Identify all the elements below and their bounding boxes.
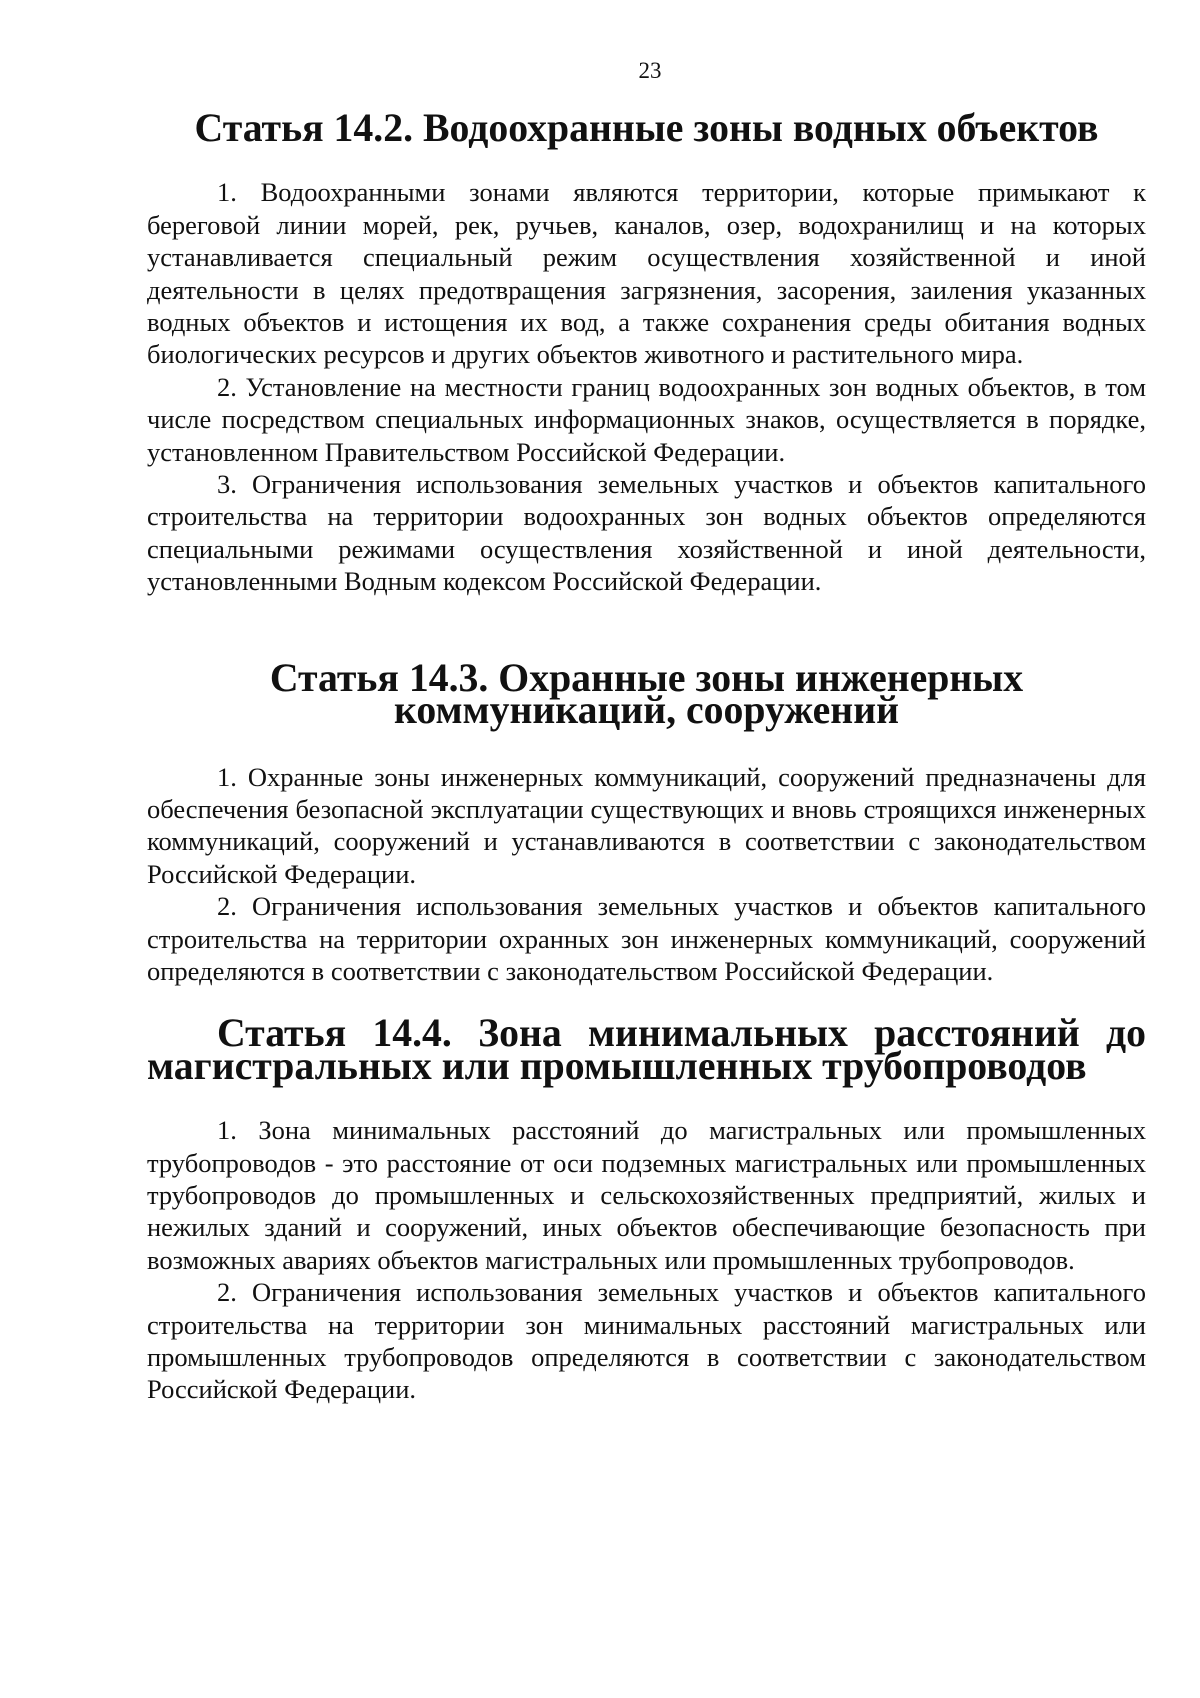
article-paragraph: 3. Ограничения использования земельных участков и объектов капитального строительства на территории водоохранных зон водных объектов определяются специальными режимами осуществления хозяйственной и иной деятельности, установленными Водным кодексом Российской Федерации. bbox=[147, 469, 1146, 597]
article-title: Статья 14.3. Охранные зоны инженерных коммуникаций, сооружений bbox=[269, 655, 1024, 733]
article-14-4 bbox=[147, 1011, 1146, 1405]
article-paragraph: 1. Охранные зоны инженерных коммуникаций, сооружений предназначены для обеспечения безопасной эксплуатации существующих и вновь строящихся инженерных коммуникаций, сооружений и устанавливаются в соответствии с законодательством Российской Федерации. bbox=[147, 761, 1146, 889]
document-body bbox=[147, 106, 1146, 1406]
page-number: 23 bbox=[638, 58, 662, 83]
article-14-3 bbox=[147, 655, 1146, 988]
article-paragraph: 2. Ограничения использования земельных участков и объектов капитального строительства на территории охранных зон инженерных коммуникаций, сооружений определяются в соответствии с законодательством Российской Федерации. bbox=[147, 891, 1146, 986]
article-title: Статья 14.2. Водоохранные зоны водных объектов bbox=[194, 106, 1099, 150]
article-paragraph: 2. Ограничения использования земельных участков и объектов капитального строительства на территории зон минимальных расстояний магистральных или промышленных трубопроводов определяются в соответствии с законодательством Российской Федерации. bbox=[147, 1277, 1146, 1405]
article-14-2 bbox=[147, 106, 1146, 598]
article-title: Статья 14.4. Зона минимальных расстояний до магистральных или промышленных трубопроводов bbox=[147, 1011, 1146, 1088]
article-paragraph: 2. Установление на местности границ водоохранных зон водных объектов, в том числе посредством специальных информационных знаков, осуществляется в порядке, установленном Правительством Российской Федерации. bbox=[147, 371, 1146, 467]
article-paragraph: 1. Зона минимальных расстояний до магистральных или промышленных трубопроводов - это расстояние от оси подземных магистральных или промышленных трубопроводов до промышленных и сельскохозяйственных предприятий, жилых и нежилых зданий и сооружений, иных объектов обеспечивающие безопасность при возможных авариях объектов магистральных или промышленных трубопроводов. bbox=[147, 1115, 1146, 1275]
article-paragraph: 1. Водоохранными зонами являются территории, которые примыкают к береговой линии морей, рек, ручьев, каналов, озер, водохранилищ и на которых устанавливается специальный режим осуществления хозяйственной и иной деятельности в целях предотвращения загрязнения, засорения, заиления указанных водных объектов и истощения их вод, а также сохранения среды обитания водных биологических ресурсов и других объектов животного и растительного мира. bbox=[147, 177, 1146, 370]
